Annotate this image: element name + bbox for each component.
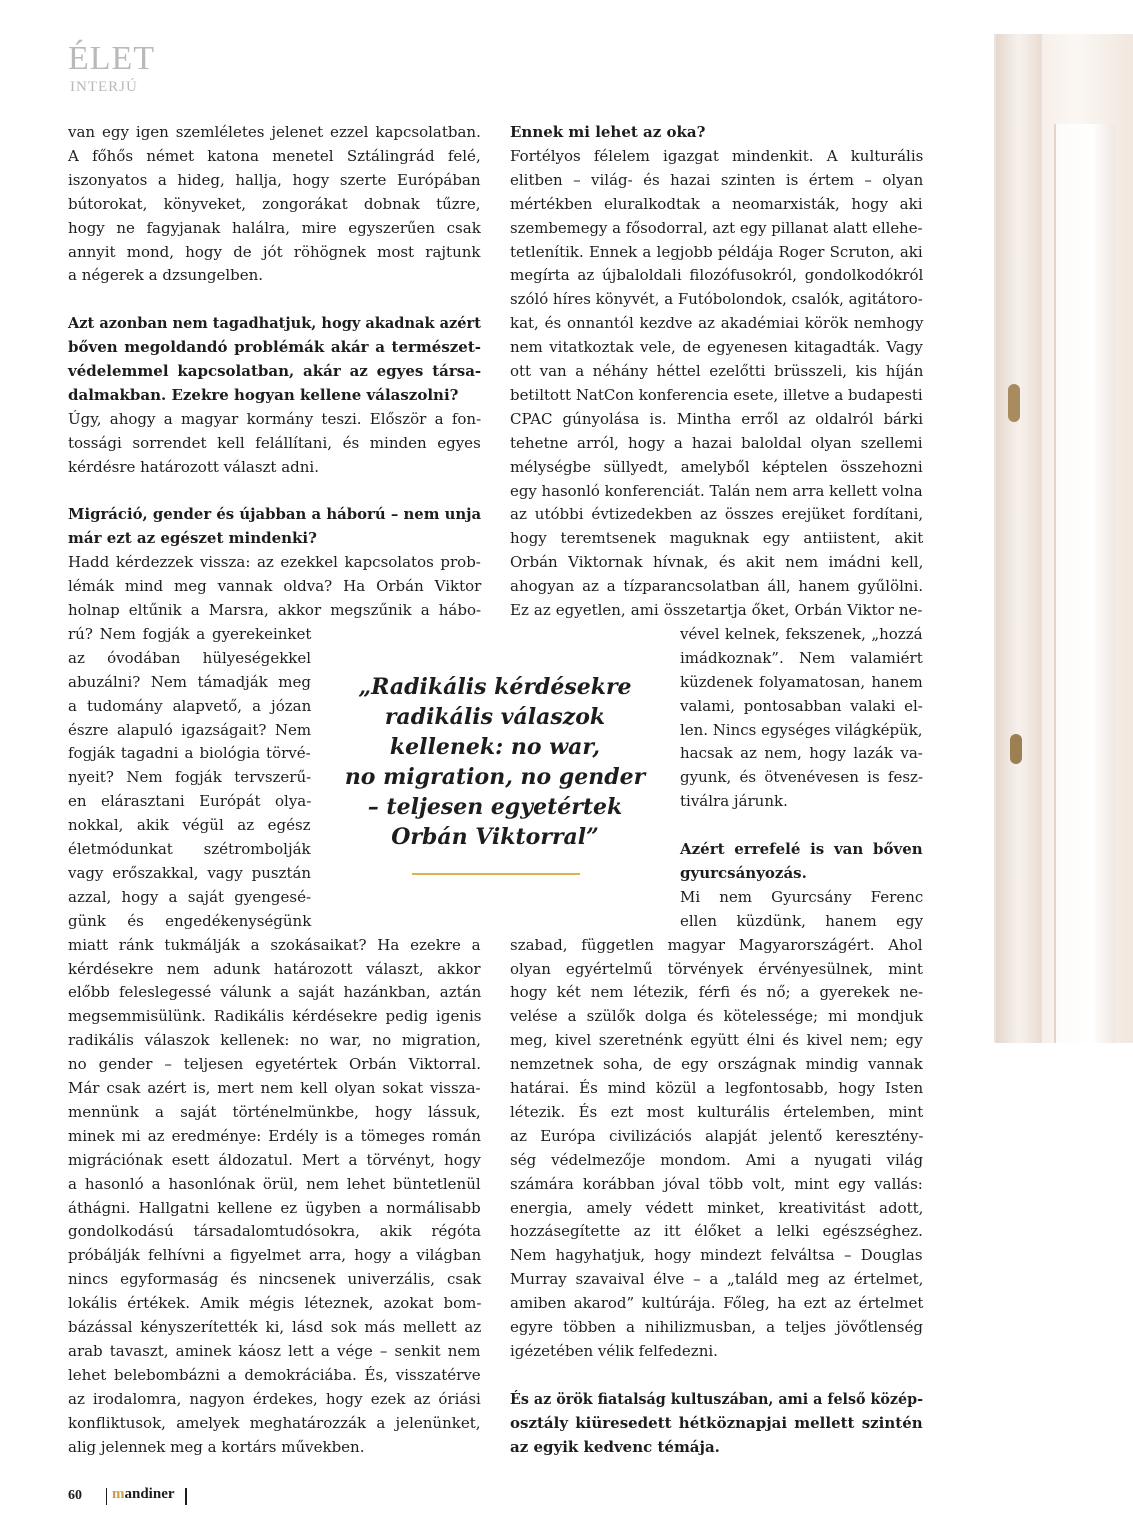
text-line: nemzetnek soha, de egy országnak mindig vannak [510,1055,923,1074]
section-title: ÉLET [68,40,156,77]
text-line: arab tavaszt, aminek káosz lett a vége – senkit nem [68,1341,481,1360]
text-line: Murray szavaival élve – a „találd meg az értelmet, [510,1270,924,1289]
text-line: próbálják felhívni a figyelmet arra, hogy a világban [68,1246,482,1265]
text-line: tiválra járunk. [680,792,788,811]
text-line: Hadd kérdezzek vissza: az ezekkel kapcsolatos prob- [68,553,481,572]
text-line: gyurcsányozás. [680,863,807,882]
pull-quote-line: „Radikális kérdésekre [358,674,632,700]
text-line: tetlenítik. Ennek a legjobb példája Roger Scruton, aki [510,242,923,261]
text-line: kérdésre határozott választ adni. [68,457,319,476]
text-line: imádkoznak”. Nem valamiért [680,648,923,667]
text-line: bázással kényszerítették ki, lásd sok más mellett az [68,1318,482,1336]
text-line: hogy teremtsenek maguknak egy antiistent, akit [510,529,924,548]
text-line: ellen küzdünk, hanem egy [680,911,924,930]
footer-divider [106,1488,107,1505]
text-line: a négerek a dzsungelben. [68,266,264,285]
text-line: velése a szülők dolga és kötelessége; mi mondjuk [510,1007,924,1026]
text-line: no gender – teljesen egyetértek Orbán Viktorral. [68,1055,481,1074]
text-line: az utóbbi évtizedekben az összes erejüket fordítani, [510,505,924,524]
text-line: annyit mond, hogy de jót röhögnek most rajtunk [68,242,481,261]
text-line: mélységbe süllyedt, amelyből képtelen összehozni [510,457,923,476]
text-line: egy hasonló konferenciát. Talán nem arra kellett volna [510,481,923,500]
text-line: gyunk, és ötvenévesen is fesz- [680,768,924,787]
text-line: kérdésekre nem adunk határozott választ, akkor [68,959,481,978]
text-line: már ezt az egészet mindenki? [68,529,317,548]
text-line: bőven megoldandó problémák akár a természet- [68,338,481,357]
text-line: abuzálni? Nem támadják meg [68,672,312,691]
text-line: lokális értékek. Amik mégis léteznek, azokat bom- [68,1294,482,1313]
text-line: miatt ránk tukmálják a szokásaikat? Ha ezekre a [68,935,481,954]
text-line: a tudomány alapvető, a józan [68,696,312,715]
text-line: létezik. És ezt most kulturális értelemben, mint [510,1102,924,1121]
text-line: küzdenek folyamatosan, hanem [680,672,923,691]
text-line: Már csak azért is, mert nem kell olyan sokat vissza- [68,1079,481,1097]
text-line: az óvodában hülyeségekkel [68,648,312,667]
text-line: betiltott NatCon konferencia esete, illetve a budapesti [510,385,923,404]
text-line: határai. És mind közül a legfontosabb, hogy Isten [510,1079,924,1097]
text-line: azzal, hogy a saját gyengesé- [68,887,312,906]
section-subtitle: INTERJÚ [70,79,138,95]
text-line: tehetne arról, hogy a hazai baloldal olyan szellemi [510,433,923,452]
text-line: elitben – világ- és hazai szinten is értem – olyan [510,170,924,189]
text-line: Ennek mi lehet az oka? [510,123,706,141]
text-line: bútorokat, könyveket, zongorákat dobnak tűzre, [68,194,481,213]
window-photo [994,34,1133,1043]
text-line: Mi nem Gyurcsány Ferenc [680,887,924,906]
text-line: kat, és onnantól kezdve az akadémiai körök nemhogy [510,314,924,333]
text-line: A főhős német katona menetel Sztálingrád felé, [68,146,481,165]
text-line: szembemegy a fősodorral, azt egy pillanat alatt ellehe- [510,218,923,237]
text-line: Azt azonban nem tagadhatjuk, hogy akadnak azért [68,314,481,333]
text-line: meg, kivel szeretnénk együtt élni és kivel nem; egy [510,1031,923,1050]
pull-quote [330,672,660,852]
text-line: energia, amely védett minket, kreativitást adott, [510,1198,924,1217]
text-line: a hasonló a hasonlónak örül, nem lehet büntetlenül [68,1174,481,1193]
text-line: hogy két nem létezik, férfi és nő; a gyerekek ne- [510,983,924,1002]
text-line: tossági sorrendet kell felállítani, és minden egyes [68,433,481,452]
text-line: fogják tagadni a biológia törvé- [68,744,311,763]
text-line: védelemmel kapcsolatban, akár az egyes társa- [68,362,482,380]
text-line: az egyik kedvenc témája. [510,1437,720,1456]
text-line: Ez az egyetlen, ami összetartja őket, Orbán Viktor ne- [510,601,923,619]
pull-quote-line: no migration, no gender [344,764,646,790]
text-line: áthágni. Hallgatni kellene ez ügyben a normálisabb [68,1198,481,1217]
text-line: számára korábban jóval több volt, mint egy vallás: [510,1174,923,1193]
text-line: Orbán Viktornak hívnak, és akit nem imádni kell, [510,553,924,572]
text-line: az irodalomra, nagyon érdekes, hogy ezek az óriási [68,1389,481,1408]
text-line: Úgy, ahogy a magyar kormány teszi. Először a fon- [68,409,482,428]
text-line: valami, pontosabban valaki el- [680,696,923,715]
text-line: radikális válaszok kellenek: no war, no migration, [68,1031,481,1050]
text-line: nyeit? Nem fogják tervszerű- [68,768,312,787]
text-line: Fortélyos félelem igazgat mindenkit. A kulturális [510,146,924,165]
text-line: előbb feleslegessé válunk a saját hazánkban, aztán [68,983,482,1002]
text-line: észre alapuló igazságait? Nem [68,720,312,739]
magazine-logo: mandiner [112,1486,175,1502]
text-line: konfliktusok, amelyek meghatározzák a jelenünket, [68,1413,481,1432]
text-line: vével kelnek, fekszenek, „hozzá [680,624,923,643]
text-line: ség védelmezője mondom. Ami a nyugati világ [510,1150,924,1169]
text-line: lémák mind meg vannak oldva? Ha Orbán Viktor [68,577,482,596]
text-line: olyan egyértelmű törvények érvényesülnek, mint [510,959,923,978]
text-line: amiben akarod” kultúrája. Főleg, ha ezt az értelmet [510,1294,924,1313]
pull-quote-line: radikális válaszok [384,704,606,730]
pull-quote-line: Orbán Viktorral” [391,824,599,850]
text-line: iszonyatos a hideg, hallja, hogy szerte Európában [68,170,481,189]
text-line: van egy igen szemléletes jelenet ezzel kapcsolatban. [68,123,481,141]
text-line: en elárasztani Európát olya- [68,792,312,811]
text-line: len. Nincs egységes világképük, [680,720,923,739]
text-line: alig jelennek meg a kortárs művekben. [68,1437,365,1456]
text-line: mennünk a saját történelmünkbe, hogy lássuk, [68,1102,481,1121]
text-line: osztály kiüresedett hétköznapjai mellett szintén [510,1413,923,1432]
text-line: hogy ne fagyjanak halálra, mire egyszerűen csak [68,218,481,237]
window-handle-icon [1010,734,1022,764]
text-line: És az örök fiatalság kultuszában, ami a felső közép- [510,1389,923,1408]
text-line: rú? Nem fogják a gyerekeinket [68,624,312,643]
window-handle-icon [1008,384,1020,422]
text-line: hozzásegítette az itt élőket a lelki egészséghez. [510,1222,923,1241]
text-line: mértékben eluralkodtak a neomarxisták, hogy aki [510,194,923,213]
text-line: hacsak az nem, hogy lazák va- [680,744,923,763]
text-line: nem vitatkoztak vele, de egyenesen kitagadták. Vagy [510,338,923,357]
text-line: ott van a néhány héttel ezelőtti brüsszeli, kis híján [510,362,924,380]
text-line: Nem hagyhatjuk, hogy mindezt felváltsa – Douglas [510,1246,923,1265]
text-line: CPAC gúnyolása is. Mintha erről az oldalról bárki [510,409,924,428]
text-line: migrációnak esett áldozatul. Mert a törvényt, hogy [68,1150,481,1169]
text-line: megsemmisülünk. Radikális kérdésekre pedig igenis [68,1007,482,1026]
text-line: életmódunkat szétrombolják [68,840,311,858]
text-line: nincs egyformaság és nincsenek univerzális, csak [68,1270,482,1289]
text-line: gondolkodású társadalomtudósokra, akik régóta [68,1222,482,1241]
text-line: ahogyan az a tízparancsolatban áll, hanem gyűlölni. [510,577,924,596]
text-line: nokkal, akik végül az egész [68,816,311,835]
text-line: lehet belebombázni a demokráciába. És, visszatérve [68,1365,481,1384]
pull-quote-line: – teljesen egyetértek [367,794,623,820]
text-line: vagy erőszakkal, vagy pusztán [68,863,312,882]
text-line: Migráció, gender és újabban a háború – nem unja [68,505,482,524]
quote-divider [412,873,580,875]
text-line: megírta az újbaloldali filozófusokról, gondolkodókról [510,266,924,285]
footer-divider [185,1488,187,1505]
pull-quote-line: kellenek: no war, [389,734,601,760]
text-line: günk és engedékenységünk [68,911,312,930]
text-line: az Európa civilizációs alapját jelentő keresztény- [510,1126,924,1145]
page-number: 60 [68,1488,82,1503]
text-line: szabad, független magyar Magyarországért. Ahol [510,935,923,954]
text-line: szóló híres könyvét, a Futóbolondok, csalók, agitátoro- [510,290,923,309]
text-line: dalmakban. Ezekre hogyan kellene válaszolni? [68,385,459,404]
text-line: Azért errefelé is van bőven [680,840,923,858]
text-line: egyre többen a nihilizmusban, a teljes jövőtlenség [510,1318,923,1336]
text-line: holnap eltűnik a Marsra, akkor megszűnik a hábo- [68,601,482,619]
text-line: minek mi az eredménye: Erdély is a tömeges román [68,1126,482,1145]
text-line: igézetében vélik felfedezni. [510,1341,718,1360]
